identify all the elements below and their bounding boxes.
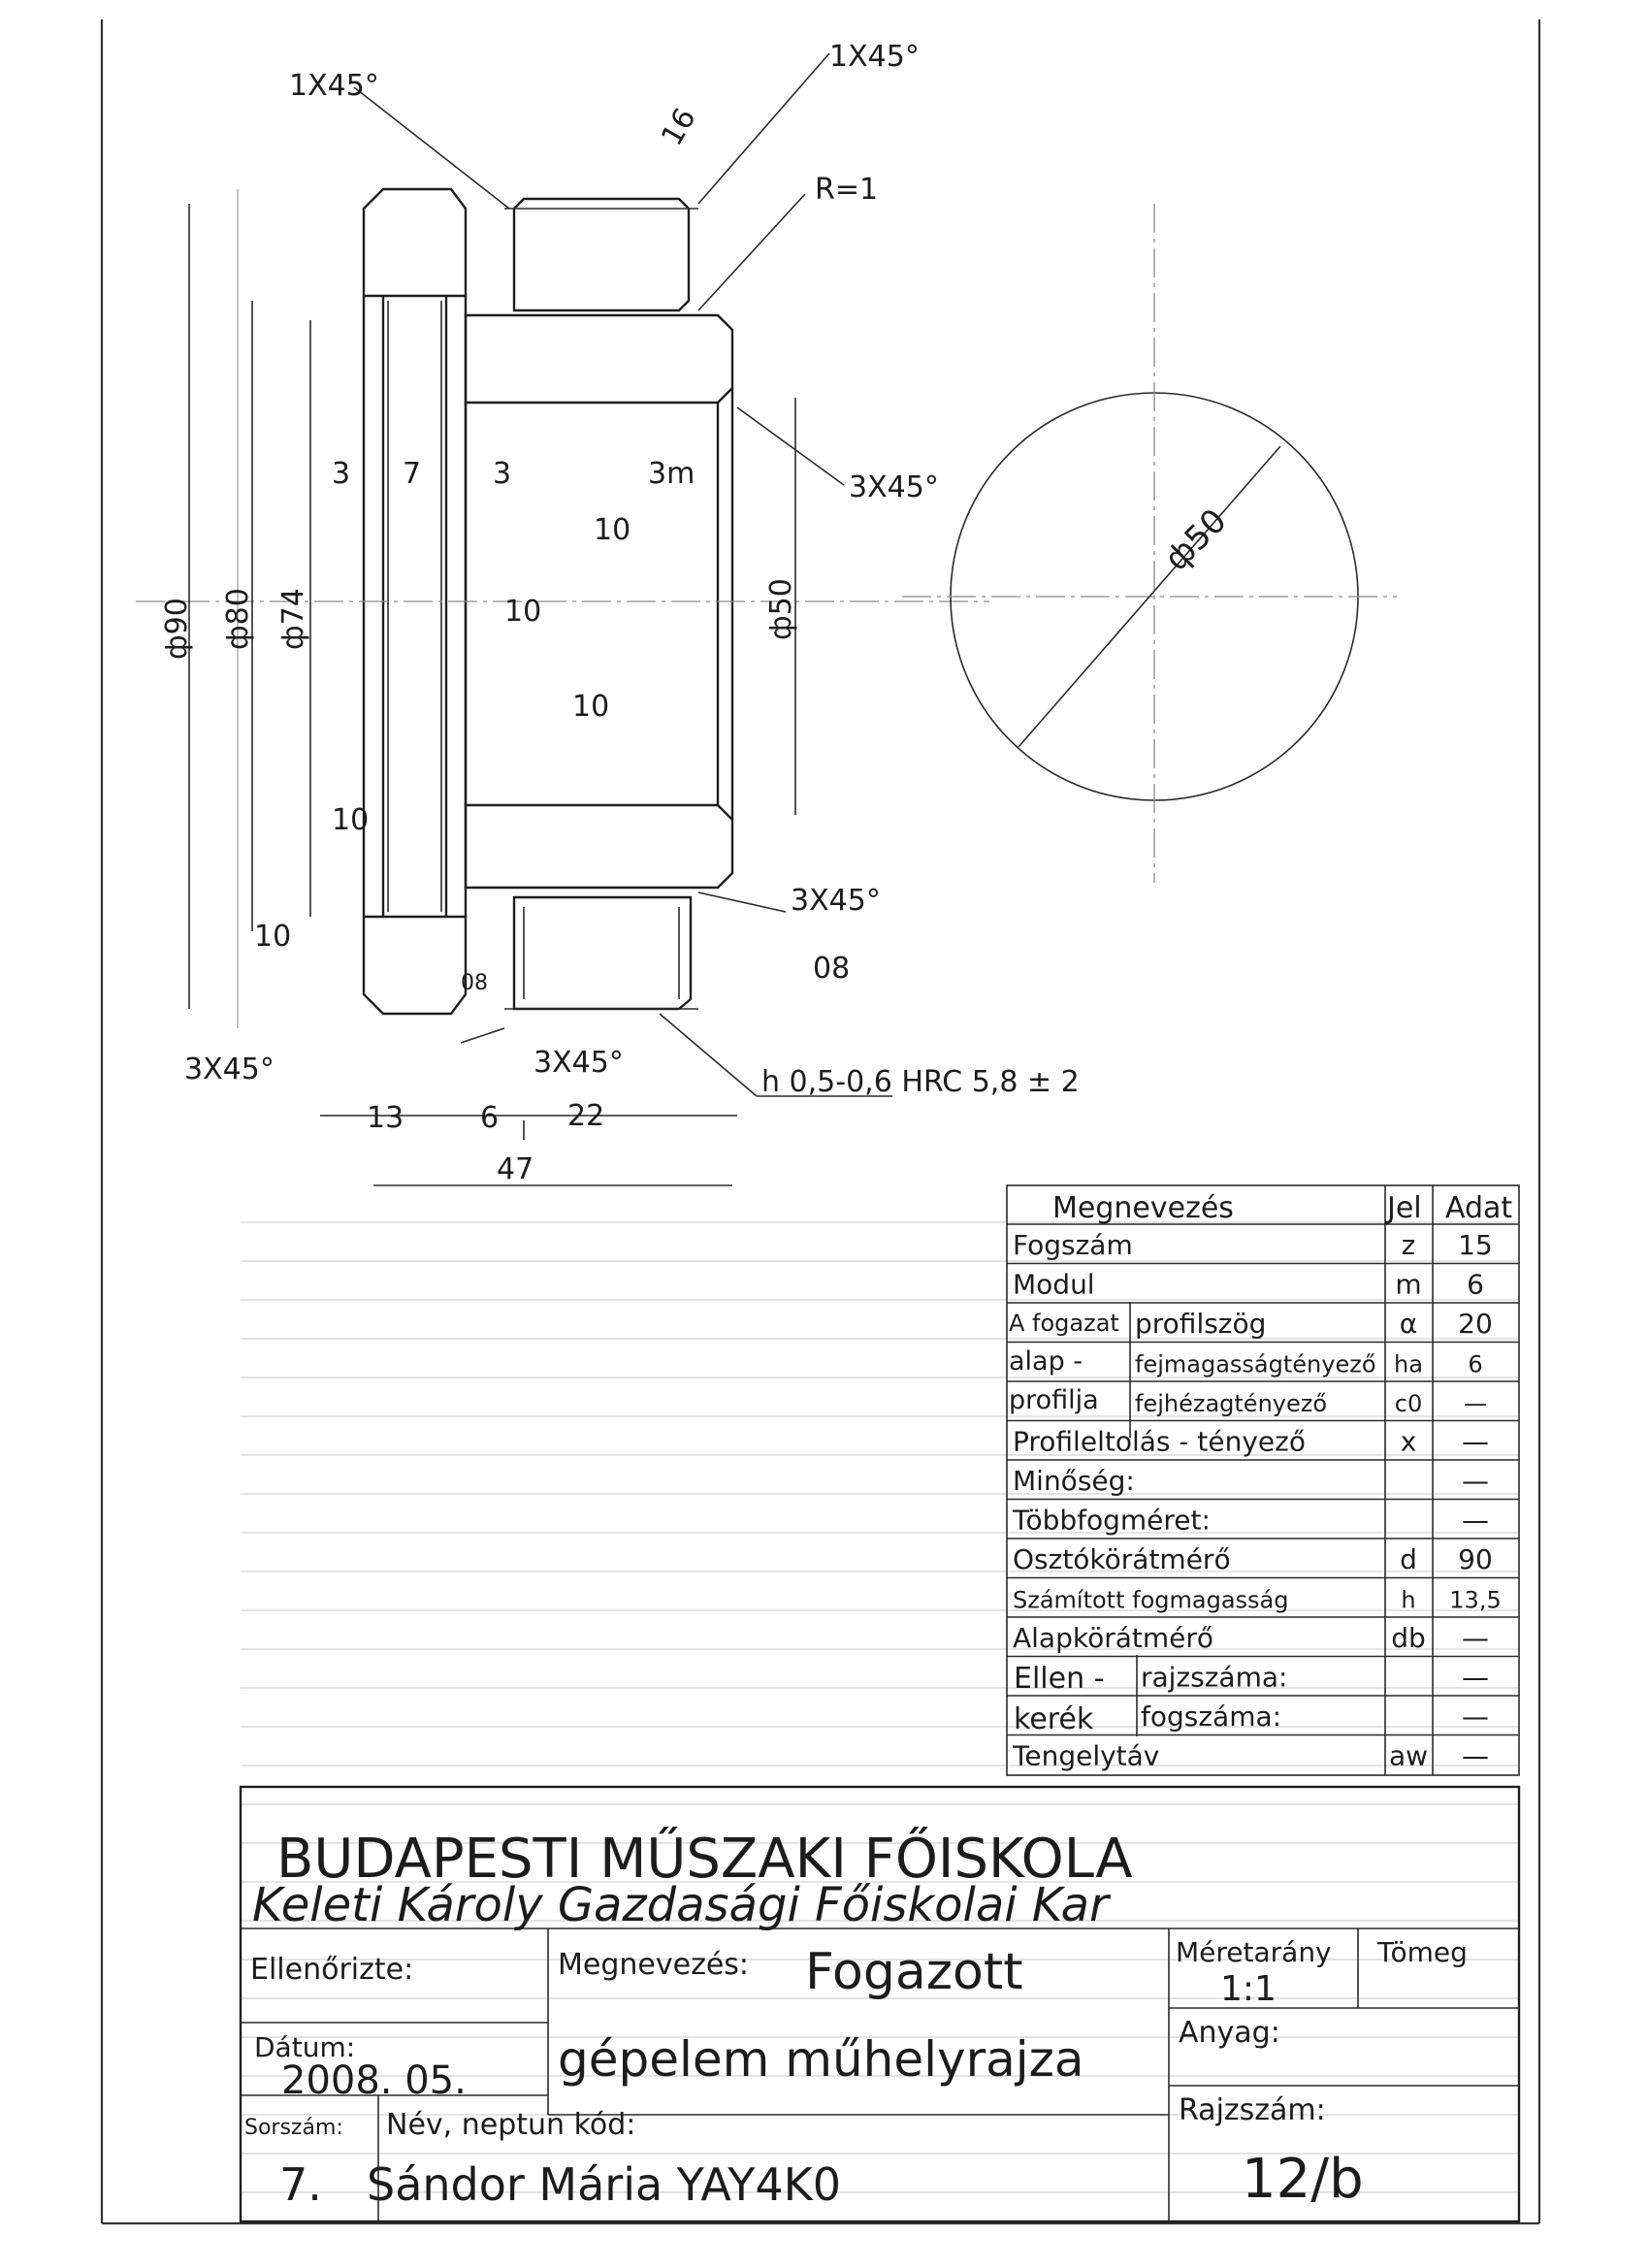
table-cell-symbol: c0 xyxy=(1394,1390,1423,1417)
table-cell-name: profilszög xyxy=(1135,1308,1267,1340)
table-cell-value: — xyxy=(1464,1390,1487,1417)
value-name-1: Fogazott xyxy=(805,1943,1023,2001)
dim-dia-80: ф80 xyxy=(221,588,255,650)
dim-w3b: 3 xyxy=(493,457,512,491)
table-cell-value: — xyxy=(1462,1661,1489,1694)
dim-w7: 7 xyxy=(403,457,422,491)
dim-r08a: 08 xyxy=(813,952,851,986)
table-cell-name: Profileltolás - tényező xyxy=(1013,1425,1306,1458)
value-serial: 7. xyxy=(279,2158,322,2211)
table-cell-name: Fogszám xyxy=(1013,1229,1133,1261)
title-school: BUDAPESTI MŰSZAKI FŐISKOLA xyxy=(276,1828,1133,1891)
label-scale: Méretarány xyxy=(1176,1936,1332,1968)
dim-chamfer-3x45-mid: 3X45° xyxy=(791,884,881,918)
dim-dia-50-bore: ф50 xyxy=(764,578,798,640)
table-cell-name: fejmagasságtényező xyxy=(1135,1350,1376,1378)
table-cell-symbol: m xyxy=(1395,1268,1422,1301)
table-cell-symbol: ha xyxy=(1394,1350,1423,1378)
dim-len47: 47 xyxy=(497,1152,534,1186)
table-cell-symbol: db xyxy=(1391,1622,1426,1654)
dim-hardening: h 0,5-0,6 HRC 5,8 ± 2 xyxy=(761,1065,1080,1099)
value-scale: 1:1 xyxy=(1220,1969,1277,2009)
label-mass: Tömeg xyxy=(1377,1936,1468,1968)
table-header-val: Adat xyxy=(1445,1191,1513,1225)
table-cell-value: 20 xyxy=(1458,1308,1493,1340)
table-cell-name: Modul xyxy=(1013,1268,1095,1301)
table-cell-value: — xyxy=(1462,1622,1489,1654)
table-cell-name: fogszáma: xyxy=(1141,1701,1282,1733)
value-student: Sándor Mária YAY4K0 xyxy=(367,2158,842,2211)
dim-chamfer-top-right: 1X45° xyxy=(829,40,920,74)
table-group-b-line1: Ellen - xyxy=(1014,1662,1105,1696)
dim-r10a: 10 xyxy=(594,513,631,547)
table-group-a-line2: alap - xyxy=(1009,1346,1083,1377)
table-cell-value: 6 xyxy=(1467,1268,1484,1301)
dim-chamfer-3x45-left: 3X45° xyxy=(184,1053,275,1086)
value-date: 2008. 05. xyxy=(281,2058,467,2103)
dim-roughness-top: 16 xyxy=(655,102,703,152)
dim-len13: 13 xyxy=(367,1101,404,1135)
label-material: Anyag: xyxy=(1179,2016,1280,2050)
dim-w3m: 3m xyxy=(648,457,695,491)
table-cell-name: Többfogméret: xyxy=(1013,1504,1211,1537)
table-cell-name: Tengelytáv xyxy=(1013,1739,1160,1772)
dim-r10d: 10 xyxy=(332,803,370,837)
dim-radius: R=1 xyxy=(815,173,879,207)
dimension-texts xyxy=(160,40,1235,1186)
table-cell-name: Alapkörátmérő xyxy=(1013,1622,1214,1654)
dim-chamfer-top-left: 1X45° xyxy=(289,69,379,103)
dim-r10c: 10 xyxy=(572,690,610,724)
table-cell-value: 15 xyxy=(1458,1229,1493,1261)
label-date: Dátum: xyxy=(254,2031,356,2063)
table-cell-value: 90 xyxy=(1458,1543,1493,1575)
shaft-section-circle xyxy=(902,204,1397,883)
value-drawing-no: 12/b xyxy=(1242,2148,1364,2211)
dim-r08b: 08 xyxy=(461,971,488,995)
label-checked: Ellenőrizte: xyxy=(250,1953,414,1987)
table-header-sym: Jel xyxy=(1387,1191,1422,1225)
dim-chamfer-3x45-upper: 3X45° xyxy=(849,470,939,504)
table-cell-value: — xyxy=(1462,1504,1489,1537)
dim-dia-50-circle: ф50 xyxy=(1157,501,1235,579)
dim-r10b: 10 xyxy=(504,595,542,629)
table-cell-symbol: z xyxy=(1401,1229,1416,1261)
label-drawing-no: Rajzszám: xyxy=(1179,2093,1326,2127)
value-name-2: gépelem műhelyrajza xyxy=(558,2031,1084,2088)
table-cell-symbol: α xyxy=(1399,1308,1418,1340)
table-cell-symbol: d xyxy=(1400,1543,1417,1575)
gear-data-table xyxy=(1007,1185,1519,1775)
dim-len22: 22 xyxy=(567,1099,605,1133)
table-cell-name: Osztókörátmérő xyxy=(1013,1543,1231,1575)
table-cell-value: 6 xyxy=(1468,1350,1483,1378)
table-cell-name: rajzszáma: xyxy=(1141,1661,1288,1694)
dim-dia-90: ф90 xyxy=(160,598,194,660)
table-cell-name: Számított fogmagasság xyxy=(1013,1586,1289,1614)
dim-dia-74: ф74 xyxy=(276,588,310,650)
table-cell-value: — xyxy=(1462,1465,1489,1497)
dim-w3a: 3 xyxy=(332,457,351,491)
table-cell-value: — xyxy=(1462,1425,1489,1458)
table-cell-value: — xyxy=(1462,1739,1489,1772)
title-faculty: Keleti Károly Gazdasági Főiskolai Kar xyxy=(252,1878,1109,1932)
title-block xyxy=(241,1787,1519,2221)
dim-r10e: 10 xyxy=(254,920,292,954)
table-group-a-line1: A fogazat xyxy=(1009,1310,1119,1337)
table-group-a-line3: profilja xyxy=(1009,1385,1099,1415)
table-cell-value: — xyxy=(1462,1701,1489,1733)
table-header-name: Megnevezés xyxy=(1052,1191,1234,1225)
table-cell-symbol: aw xyxy=(1388,1739,1429,1772)
table-cell-symbol: x xyxy=(1400,1425,1417,1458)
table-cell-name: fejhézagtényező xyxy=(1135,1390,1328,1417)
dim-len6: 6 xyxy=(480,1101,500,1135)
label-student: Név, neptun kód: xyxy=(386,2108,636,2142)
table-cell-name: Minőség: xyxy=(1013,1465,1135,1497)
table-group-b-line2: kerék xyxy=(1014,1702,1094,1736)
table-cell-value: 13,5 xyxy=(1449,1586,1502,1614)
dim-chamfer-3x45-bottom: 3X45° xyxy=(534,1046,624,1080)
label-name: Megnevezés: xyxy=(558,1948,750,1982)
label-serial: Sorszám: xyxy=(244,2116,343,2140)
table-cell-symbol: h xyxy=(1401,1586,1416,1614)
